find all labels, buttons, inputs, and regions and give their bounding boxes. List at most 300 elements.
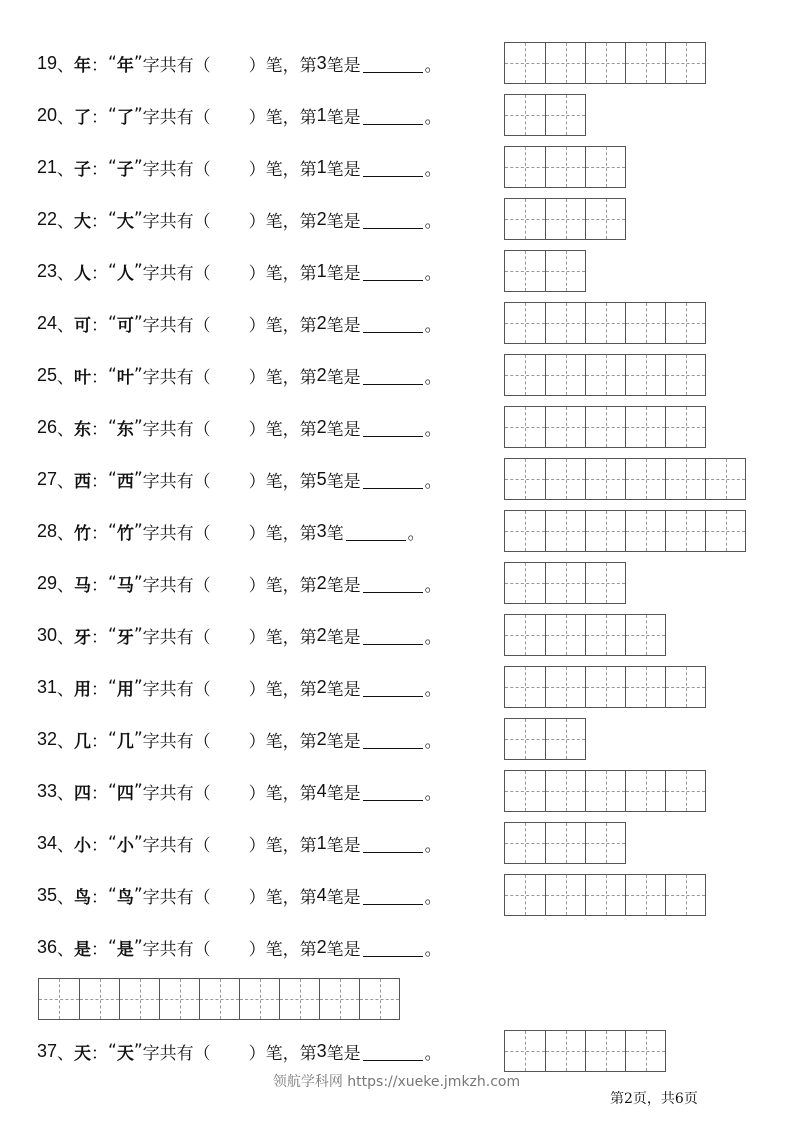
- writing-cell[interactable]: [505, 95, 545, 135]
- separator: 、: [57, 315, 75, 336]
- stroke-order-prompt: ）笔，第: [248, 419, 317, 440]
- writing-cell[interactable]: [505, 823, 545, 863]
- writing-grid[interactable]: [504, 614, 666, 656]
- writing-cell[interactable]: [665, 407, 705, 447]
- writing-cell[interactable]: [505, 511, 545, 551]
- writing-cell[interactable]: [585, 407, 625, 447]
- quoted-char: 人: [116, 263, 134, 284]
- question-row: [37, 349, 777, 401]
- stroke-answer-blank[interactable]: [363, 314, 423, 333]
- writing-grid[interactable]: [504, 302, 706, 344]
- stroke-index: 2: [316, 676, 327, 697]
- question-row: [37, 921, 777, 973]
- writing-cell[interactable]: [505, 43, 545, 83]
- question-row: [37, 1025, 777, 1077]
- writing-cell[interactable]: [585, 303, 625, 343]
- stroke-index: 2: [316, 364, 327, 385]
- quoted-char: 牙: [116, 627, 134, 648]
- question-text: [37, 103, 504, 128]
- stroke-count-prompt: 字共有（: [142, 887, 211, 908]
- writing-grid[interactable]: [504, 562, 626, 604]
- writing-cell[interactable]: [585, 511, 625, 551]
- stroke-answer-blank[interactable]: [363, 938, 423, 957]
- page-number: 第2页，共6页: [610, 1091, 698, 1107]
- writing-cell[interactable]: [39, 979, 79, 1019]
- close-quote: ”: [133, 573, 143, 593]
- question-row: [37, 661, 777, 713]
- stroke-suffix: 笔是: [326, 471, 361, 492]
- stroke-order-prompt: ）笔，第: [248, 367, 317, 388]
- close-quote: ”: [133, 521, 143, 541]
- stroke-count-prompt: 字共有（: [142, 55, 211, 76]
- writing-grid[interactable]: [504, 770, 706, 812]
- question-text: [37, 155, 504, 180]
- stroke-suffix: 笔是: [326, 419, 361, 440]
- stroke-order-prompt: ）笔，第: [248, 1043, 317, 1064]
- question-row: [37, 37, 777, 89]
- writing-cell[interactable]: [505, 667, 545, 707]
- period: 。: [424, 367, 442, 388]
- target-char: 鸟: [74, 887, 92, 908]
- open-quote: “: [108, 937, 117, 957]
- target-char: 竹: [74, 523, 92, 544]
- open-quote: “: [108, 313, 117, 333]
- stroke-suffix: 笔是: [326, 731, 361, 752]
- writing-cell[interactable]: [545, 407, 585, 447]
- writing-cell[interactable]: [505, 407, 545, 447]
- writing-cell[interactable]: [159, 979, 199, 1019]
- stroke-index: 3: [316, 52, 327, 73]
- close-quote: ”: [133, 885, 143, 905]
- stroke-count-prompt: 字共有（: [142, 731, 211, 752]
- separator: 、: [57, 107, 75, 128]
- stroke-answer-blank[interactable]: [363, 574, 423, 593]
- stroke-suffix: 笔是: [326, 1043, 361, 1064]
- stroke-order-prompt: ）笔，第: [248, 159, 317, 180]
- writing-cell[interactable]: [545, 199, 585, 239]
- quoted-char: 天: [116, 1043, 134, 1064]
- target-char: 马: [74, 575, 92, 596]
- separator: 、: [57, 887, 75, 908]
- question-text: [37, 883, 504, 908]
- close-quote: ”: [133, 729, 143, 749]
- writing-grid[interactable]: [504, 510, 746, 552]
- quoted-char: 叶: [116, 367, 134, 388]
- separator: 、: [57, 679, 75, 700]
- writing-cell[interactable]: [665, 875, 705, 915]
- period: 。: [424, 159, 442, 180]
- writing-cell[interactable]: [505, 459, 545, 499]
- writing-cell[interactable]: [625, 511, 665, 551]
- quoted-char: 竹: [116, 523, 134, 544]
- stroke-answer-blank[interactable]: [363, 470, 423, 489]
- stroke-answer-blank[interactable]: [363, 106, 423, 125]
- writing-cell[interactable]: [665, 303, 705, 343]
- writing-cell[interactable]: [119, 979, 159, 1019]
- open-quote: “: [108, 521, 117, 541]
- writing-cell[interactable]: [585, 563, 625, 603]
- target-char: 人: [74, 263, 92, 284]
- stroke-answer-blank[interactable]: [363, 54, 423, 73]
- writing-cell[interactable]: [545, 147, 585, 187]
- open-quote: “: [108, 157, 117, 177]
- writing-cell[interactable]: [505, 563, 545, 603]
- stroke-suffix: 笔是: [326, 783, 361, 804]
- period: 。: [424, 263, 442, 284]
- writing-cell[interactable]: [199, 979, 239, 1019]
- colon: ：: [91, 939, 109, 960]
- period: 。: [424, 55, 442, 76]
- question-row: [37, 297, 777, 349]
- colon: ：: [91, 679, 109, 700]
- stroke-index: 3: [316, 1040, 327, 1061]
- writing-cell[interactable]: [545, 1031, 585, 1071]
- question-number: 25: [37, 364, 58, 385]
- writing-cell[interactable]: [279, 979, 319, 1019]
- stroke-index: 2: [316, 572, 327, 593]
- stroke-index: 1: [316, 832, 327, 853]
- writing-cell[interactable]: [625, 771, 665, 811]
- writing-cell[interactable]: [505, 303, 545, 343]
- period: 。: [424, 783, 442, 804]
- writing-cell[interactable]: [505, 771, 545, 811]
- stroke-order-prompt: ）笔，第: [248, 263, 317, 284]
- writing-grid[interactable]: [504, 874, 706, 916]
- question-text: [37, 779, 504, 804]
- target-char: 年: [74, 55, 92, 76]
- stroke-answer-blank[interactable]: [363, 782, 423, 801]
- open-quote: “: [108, 469, 117, 489]
- question-row: [37, 765, 777, 817]
- question-number: 35: [37, 884, 58, 905]
- close-quote: ”: [133, 1041, 143, 1061]
- open-quote: “: [108, 677, 117, 697]
- close-quote: ”: [133, 417, 143, 437]
- stroke-answer-blank[interactable]: [363, 418, 423, 437]
- open-quote: “: [108, 105, 117, 125]
- colon: ：: [91, 367, 109, 388]
- stroke-order-prompt: ）笔，第: [248, 627, 317, 648]
- writing-cell[interactable]: [505, 199, 545, 239]
- writing-grid[interactable]: [504, 354, 706, 396]
- stroke-count-prompt: 字共有（: [142, 783, 211, 804]
- quoted-char: 马: [116, 575, 134, 596]
- stroke-suffix: 笔是: [326, 835, 361, 856]
- stroke-index: 2: [316, 728, 327, 749]
- stroke-order-prompt: ）笔，第: [248, 107, 317, 128]
- question-text: [37, 363, 504, 388]
- question-text: [37, 51, 504, 76]
- question-text: [37, 571, 504, 596]
- stroke-answer-blank[interactable]: [363, 730, 423, 749]
- separator: 、: [57, 575, 75, 596]
- separator: 、: [57, 1043, 75, 1064]
- colon: ：: [91, 419, 109, 440]
- stroke-order-prompt: ）笔，第: [248, 55, 317, 76]
- target-char: 几: [74, 731, 92, 752]
- period: 。: [424, 835, 442, 856]
- question-row: [37, 557, 777, 609]
- target-char: 天: [74, 1043, 92, 1064]
- writing-cell[interactable]: [665, 43, 705, 83]
- writing-cell[interactable]: [545, 511, 585, 551]
- close-quote: ”: [133, 105, 143, 125]
- writing-cell[interactable]: [545, 459, 585, 499]
- question-text: [37, 259, 504, 284]
- quoted-char: 用: [116, 679, 134, 700]
- separator: 、: [57, 211, 75, 232]
- period: 。: [424, 107, 442, 128]
- writing-cell[interactable]: [625, 615, 665, 655]
- open-quote: “: [108, 417, 117, 437]
- stroke-order-prompt: ）笔，第: [248, 731, 317, 752]
- writing-cell[interactable]: [505, 1031, 545, 1071]
- question-text: [37, 1039, 504, 1064]
- stroke-count-prompt: 字共有（: [142, 263, 211, 284]
- writing-cell[interactable]: [585, 875, 625, 915]
- stroke-count-prompt: 字共有（: [142, 679, 211, 700]
- period: 。: [424, 419, 442, 440]
- close-quote: ”: [133, 781, 143, 801]
- stroke-order-prompt: ）笔，第: [248, 523, 317, 544]
- close-quote: ”: [133, 677, 143, 697]
- writing-cell[interactable]: [319, 979, 359, 1019]
- question-row: [37, 401, 777, 453]
- writing-cell[interactable]: [545, 43, 585, 83]
- colon: ：: [91, 315, 109, 336]
- writing-cell[interactable]: [359, 979, 399, 1019]
- writing-cell[interactable]: [585, 823, 625, 863]
- separator: 、: [57, 627, 75, 648]
- open-quote: “: [108, 833, 117, 853]
- stroke-answer-blank[interactable]: [363, 366, 423, 385]
- stroke-count-prompt: 字共有（: [142, 523, 211, 544]
- separator: 、: [57, 55, 75, 76]
- writing-grid-row: [38, 973, 777, 1025]
- close-quote: ”: [133, 261, 143, 281]
- question-text: [37, 935, 504, 960]
- writing-cell[interactable]: [545, 875, 585, 915]
- colon: ：: [91, 211, 109, 232]
- writing-cell[interactable]: [625, 667, 665, 707]
- writing-cell[interactable]: [545, 719, 585, 759]
- writing-cell[interactable]: [545, 615, 585, 655]
- writing-cell[interactable]: [625, 43, 665, 83]
- writing-cell[interactable]: [505, 615, 545, 655]
- writing-grid[interactable]: [504, 94, 586, 136]
- writing-grid[interactable]: [504, 250, 586, 292]
- writing-cell[interactable]: [585, 43, 625, 83]
- question-number: 30: [37, 624, 58, 645]
- stroke-answer-blank[interactable]: [363, 262, 423, 281]
- colon: ：: [91, 1043, 109, 1064]
- stroke-count-prompt: 字共有（: [142, 471, 211, 492]
- writing-cell[interactable]: [79, 979, 119, 1019]
- writing-cell[interactable]: [585, 615, 625, 655]
- colon: ：: [91, 471, 109, 492]
- writing-cell[interactable]: [505, 251, 545, 291]
- stroke-suffix: 笔是: [326, 367, 361, 388]
- question-text: [37, 623, 504, 648]
- stroke-index: 2: [316, 312, 327, 333]
- writing-cell[interactable]: [705, 511, 745, 551]
- question-text: [37, 519, 504, 544]
- target-char: 大: [74, 211, 92, 232]
- stroke-answer-blank[interactable]: [363, 834, 423, 853]
- stroke-count-prompt: 字共有（: [142, 575, 211, 596]
- stroke-answer-blank[interactable]: [363, 626, 423, 645]
- stroke-suffix: 笔是: [326, 211, 361, 232]
- question-row: [37, 453, 777, 505]
- stroke-answer-blank[interactable]: [363, 886, 423, 905]
- target-char: 牙: [74, 627, 92, 648]
- stroke-count-prompt: 字共有（: [142, 835, 211, 856]
- period: 。: [424, 731, 442, 752]
- stroke-suffix: 笔是: [326, 679, 361, 700]
- writing-grid[interactable]: [504, 666, 706, 708]
- stroke-suffix: 笔是: [326, 887, 361, 908]
- colon: ：: [91, 107, 109, 128]
- writing-cell[interactable]: [585, 147, 625, 187]
- writing-cell[interactable]: [505, 719, 545, 759]
- writing-cell[interactable]: [545, 303, 585, 343]
- stroke-order-prompt: ）笔，第: [248, 575, 317, 596]
- quoted-char: 鸟: [116, 887, 134, 908]
- quoted-char: 是: [116, 939, 134, 960]
- writing-cell[interactable]: [625, 1031, 665, 1071]
- close-quote: ”: [133, 209, 143, 229]
- writing-grid[interactable]: [504, 718, 586, 760]
- question-text: [37, 467, 504, 492]
- question-number: 22: [37, 208, 58, 229]
- stroke-index: 3: [316, 520, 327, 541]
- open-quote: “: [108, 261, 117, 281]
- quoted-char: 可: [116, 315, 134, 336]
- separator: 、: [57, 731, 75, 752]
- writing-cell[interactable]: [665, 355, 705, 395]
- writing-cell[interactable]: [585, 355, 625, 395]
- question-number: 26: [37, 416, 58, 437]
- period: 。: [424, 315, 442, 336]
- quoted-char: 四: [116, 783, 134, 804]
- writing-cell[interactable]: [665, 511, 705, 551]
- writing-grid[interactable]: [38, 978, 400, 1020]
- stroke-count-prompt: 字共有（: [142, 315, 211, 336]
- stroke-index: 4: [316, 780, 327, 801]
- writing-grid[interactable]: [504, 1030, 666, 1072]
- writing-cell[interactable]: [585, 771, 625, 811]
- separator: 、: [57, 419, 75, 440]
- writing-cell[interactable]: [505, 355, 545, 395]
- writing-cell[interactable]: [545, 563, 585, 603]
- writing-cell[interactable]: [625, 407, 665, 447]
- stroke-answer-blank[interactable]: [363, 210, 423, 229]
- question-text: [37, 207, 504, 232]
- close-quote: ”: [133, 833, 143, 853]
- writing-cell[interactable]: [545, 95, 585, 135]
- question-number: 33: [37, 780, 58, 801]
- stroke-count-prompt: 字共有（: [142, 211, 211, 232]
- colon: ：: [91, 263, 109, 284]
- stroke-order-prompt: ）笔，第: [248, 783, 317, 804]
- writing-cell[interactable]: [625, 459, 665, 499]
- colon: ：: [91, 523, 109, 544]
- stroke-index: 2: [316, 208, 327, 229]
- quoted-char: 了: [116, 107, 134, 128]
- question-row: [37, 193, 777, 245]
- writing-grid[interactable]: [504, 146, 626, 188]
- writing-cell[interactable]: [625, 303, 665, 343]
- writing-cell[interactable]: [239, 979, 279, 1019]
- quoted-char: 西: [116, 471, 134, 492]
- stroke-answer-blank[interactable]: [363, 1042, 423, 1061]
- quoted-char: 几: [116, 731, 134, 752]
- open-quote: “: [108, 573, 117, 593]
- stroke-order-prompt: ）笔，第: [248, 939, 317, 960]
- writing-cell[interactable]: [545, 667, 585, 707]
- writing-grid[interactable]: [504, 822, 626, 864]
- writing-grid[interactable]: [504, 406, 706, 448]
- writing-cell[interactable]: [585, 1031, 625, 1071]
- target-char: 东: [74, 419, 92, 440]
- writing-grid[interactable]: [504, 458, 746, 500]
- writing-cell[interactable]: [625, 355, 665, 395]
- stroke-answer-blank[interactable]: [363, 678, 423, 697]
- close-quote: ”: [133, 365, 143, 385]
- stroke-index: 2: [316, 416, 327, 437]
- writing-cell[interactable]: [705, 459, 745, 499]
- writing-grid[interactable]: [504, 198, 626, 240]
- writing-cell[interactable]: [545, 355, 585, 395]
- writing-cell[interactable]: [585, 459, 625, 499]
- writing-cell[interactable]: [545, 771, 585, 811]
- writing-cell[interactable]: [665, 771, 705, 811]
- writing-cell[interactable]: [545, 251, 585, 291]
- writing-cell[interactable]: [505, 875, 545, 915]
- stroke-count-prompt: 字共有（: [142, 1043, 211, 1064]
- writing-cell[interactable]: [585, 667, 625, 707]
- writing-cell[interactable]: [585, 199, 625, 239]
- period: 。: [424, 1043, 442, 1064]
- writing-cell[interactable]: [625, 875, 665, 915]
- question-row: [37, 713, 777, 765]
- question-number: 29: [37, 572, 58, 593]
- question-number: 23: [37, 260, 58, 281]
- writing-cell[interactable]: [505, 147, 545, 187]
- writing-grid[interactable]: [504, 42, 706, 84]
- separator: 、: [57, 159, 75, 180]
- stroke-order-prompt: ）笔，第: [248, 211, 317, 232]
- question-text: [37, 831, 504, 856]
- separator: 、: [57, 523, 75, 544]
- question-number: 19: [37, 52, 58, 73]
- question-row: [37, 817, 777, 869]
- question-number: 27: [37, 468, 58, 489]
- question-row: [37, 89, 777, 141]
- period: 。: [424, 575, 442, 596]
- writing-cell[interactable]: [545, 823, 585, 863]
- question-number: 34: [37, 832, 58, 853]
- stroke-order-prompt: ）笔，第: [248, 887, 317, 908]
- stroke-answer-blank[interactable]: [363, 158, 423, 177]
- period: 。: [424, 887, 442, 908]
- quoted-char: 年: [116, 55, 134, 76]
- stroke-answer-blank[interactable]: [346, 522, 406, 541]
- stroke-suffix: 笔是: [326, 55, 361, 76]
- writing-cell[interactable]: [665, 459, 705, 499]
- stroke-index: 1: [316, 260, 327, 281]
- writing-cell[interactable]: [665, 667, 705, 707]
